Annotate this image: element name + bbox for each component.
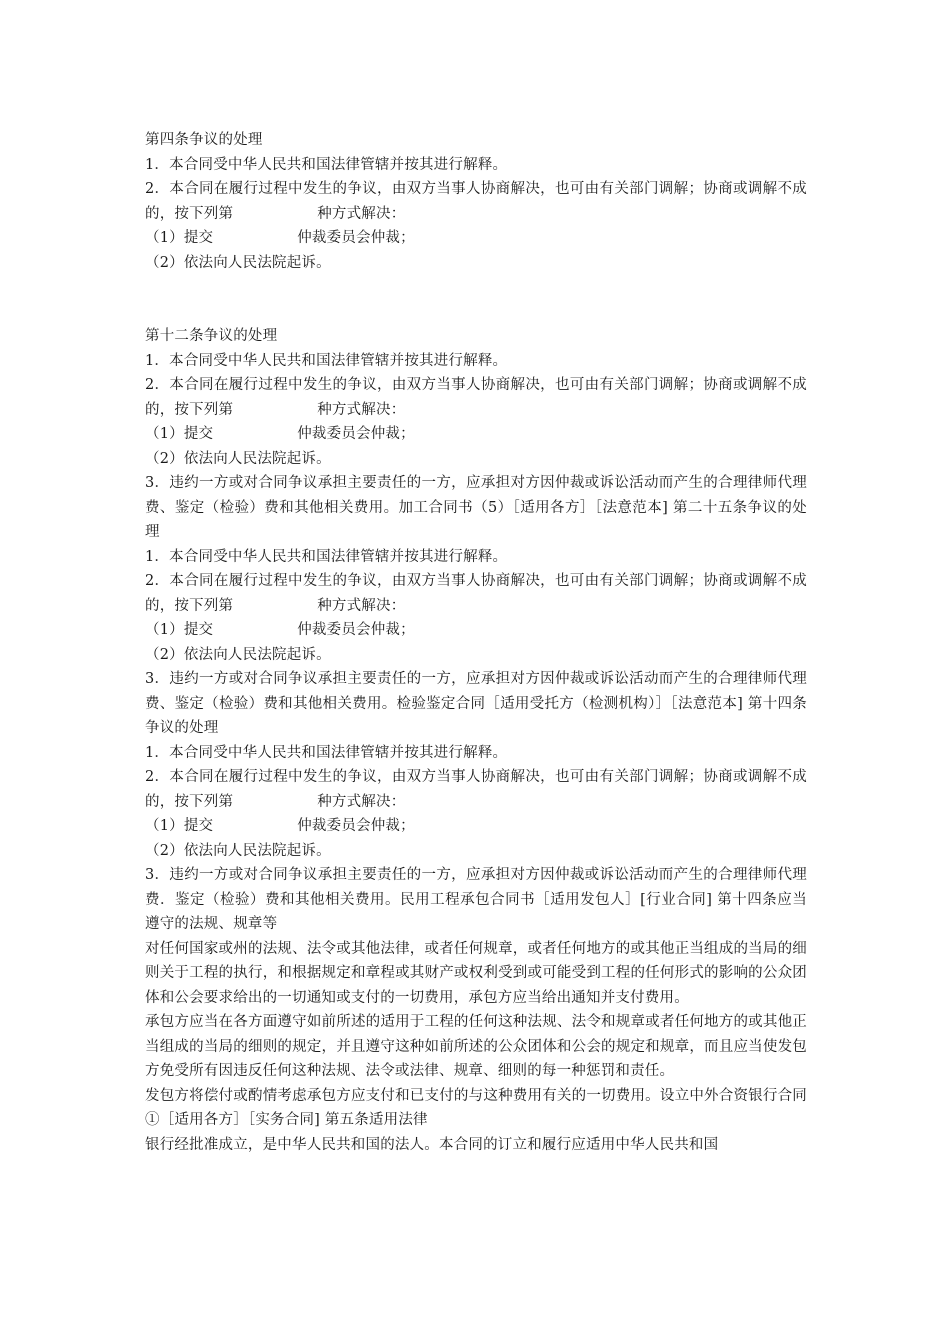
option-text: （1）提交 <box>145 230 214 246</box>
clause-dispute-resolution <box>145 373 807 422</box>
option-arbitration <box>145 814 807 839</box>
clause-costs: 3．违约一方或对合同争议承担主要责任的一方，应承担对方因仲裁或诉讼活动而产生的合理律师代理费、鉴定（检验）费和其他相关费用。加工合同书（5）［适用各方］［法意范本] 第二十五条争议的处理 <box>145 475 807 540</box>
body-paragraph: 承包方应当在各方面遵守如前所述的适用于工程的任何这种法规、法令和规章或者任何地方的或其他正当组成的当局的细则的规定，并且遵守这种如前所述的公众团体和公会的规定和规章，而且应当使发包方免受所有因违反任何这种法规、法令或法律、规章、细则的每一种惩罚和责任。 <box>145 1014 807 1079</box>
clause-governing-law: 1．本合同受中华人民共和国法律管辖并按其进行解释。 <box>145 744 508 761</box>
option-text: （1）提交 <box>145 622 214 638</box>
clause-governing-law: 1．本合同受中华人民共和国法律管辖并按其进行解释。 <box>145 352 508 369</box>
clause-governing-law: 1．本合同受中华人民共和国法律管辖并按其进行解释。 <box>145 548 508 565</box>
clause-costs: 3．违约一方或对合同争议承担主要责任的一方，应承担对方因仲裁或诉讼活动而产生的合理律师代理费、鉴定（检验）费和其他相关费用。检验鉴定合同［适用受托方（检测机构）］［法意范本] 第十四条争议的处理 <box>145 671 807 736</box>
section-spacer <box>145 275 807 324</box>
option-text: 仲裁委员会仲裁； <box>297 426 415 442</box>
option-text: 仲裁委员会仲裁； <box>297 622 415 638</box>
section-heading: 第四条争议的处理 <box>145 132 263 148</box>
body-paragraph: 对任何国家或州的法规、法令或其他法律，或者任何规章，或者任何地方的或其他正当组成的当局的细则关于工程的执行，和根据规定和章程或其财产或权利受到或可能受到工程的任何形式的影响的公众团体和公会要求给出的一切通知或支付的一切费用，承包方应当给出通知并支付费用。 <box>145 940 807 1006</box>
body-paragraph: 银行经批准成立，是中华人民共和国的法人。本合同的订立和履行应适用中华人民共和国 <box>145 1136 719 1153</box>
section-heading: 第十二条争议的处理 <box>145 328 278 344</box>
document-body <box>145 128 807 1157</box>
option-litigation: （2）依法向人民法院起诉。 <box>145 646 331 663</box>
clause-text: 种方式解决： <box>317 597 406 614</box>
clause-dispute-resolution <box>145 765 807 814</box>
option-litigation: （2）依法向人民法院起诉。 <box>145 254 331 271</box>
clause-dispute-resolution <box>145 177 807 226</box>
clause-text: 2．本合同在履行过程中发生的争议，由双方当事人协商解决，也可由有关部门调解；协商或调解不成的，按下列第 <box>145 377 807 418</box>
clause-text: 种方式解决： <box>317 793 406 810</box>
body-paragraph: 发包方将偿付或酌情考虑承包方应支付和已支付的与这种费用有关的一切费用。设立中外合资银行合同①［适用各方］［实务合同] 第五条适用法律 <box>145 1087 807 1128</box>
clause-dispute-resolution <box>145 569 807 618</box>
option-text: 仲裁委员会仲裁； <box>297 230 415 246</box>
option-litigation: （2）依法向人民法院起诉。 <box>145 450 331 467</box>
option-text: （1）提交 <box>145 818 214 834</box>
clause-text: 种方式解决： <box>317 205 406 222</box>
option-arbitration <box>145 226 807 251</box>
option-litigation: （2）依法向人民法院起诉。 <box>145 842 331 859</box>
option-arbitration <box>145 618 807 643</box>
clause-costs: 3．违约一方或对合同争议承担主要责任的一方，应承担对方因仲裁或诉讼活动而产生的合理律师代理费．鉴定（检验）费和其他相关费用。民用工程承包合同书［适用发包人］[行业合同] 第十四条应当遵守的法规、规章等 <box>145 867 807 932</box>
clause-text: 种方式解决： <box>317 401 406 418</box>
clause-text: 2．本合同在履行过程中发生的争议，由双方当事人协商解决，也可由有关部门调解；协商或调解不成的，按下列第 <box>145 769 807 810</box>
clause-text: 2．本合同在履行过程中发生的争议，由双方当事人协商解决，也可由有关部门调解；协商或调解不成的，按下列第 <box>145 573 807 614</box>
option-text: （1）提交 <box>145 426 214 442</box>
clause-governing-law: 1．本合同受中华人民共和国法律管辖并按其进行解释。 <box>145 156 508 173</box>
option-arbitration <box>145 422 807 447</box>
option-text: 仲裁委员会仲裁； <box>297 818 415 834</box>
clause-text: 2．本合同在履行过程中发生的争议，由双方当事人协商解决，也可由有关部门调解；协商或调解不成的，按下列第 <box>145 181 807 222</box>
